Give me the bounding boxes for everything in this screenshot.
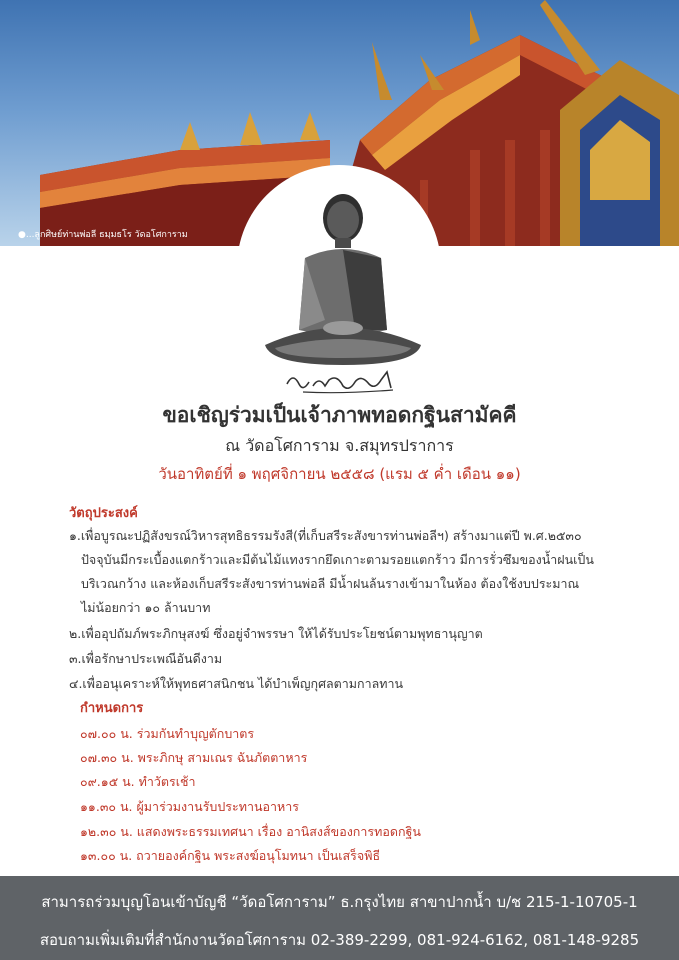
objective-line: ๑.เพื่อบูรณะปฏิสังขรณ์วิหารสุทธิธรรมรังสี(ที่เก็บสรีระสังขารท่านพ่อลีฯ) สร้างมาแต่ปี พ.ศ.๒๕๓๐ [69, 528, 582, 543]
schedule-heading: กำหนดการ [80, 701, 144, 716]
objective-item-4: ๔.เพื่ออนุเคราะห์ให้พุทธศาสนิกชน ได้บำเพ็ญกุศลตามกาลทาน [69, 676, 404, 691]
schedule-item: ๐๙.๑๕ น. ทำวัตรเช้า [80, 774, 196, 789]
event-date: วันอาทิตย์ที่ ๑ พฤศจิกายน ๒๕๕๘ (แรม ๕ ค่ำ เดือน ๑๑) [158, 465, 521, 483]
objectives-heading: วัตถุประสงค์ [69, 506, 138, 521]
photo-caption: ●...ลูกศิษย์ท่านพ่อลี ธมฺมธโร วัดอโศการาม [18, 230, 188, 240]
objective-line: บริเวณกว้าง และห้องเก็บสรีระสังขารท่านพ่อลี มีน้ำฝนล้นรางเข้ามาในห้อง ต้องใช้งบประมาณ [81, 576, 580, 591]
schedule-item: ๐๗.๓๐ น. พระภิกษุ สามเณร ฉันภัตตาหาร [80, 750, 308, 765]
bank-account-info: สามารถร่วมบุญโอนเข้าบัญชี “วัดอโศการาม” ธ.กรุงไทย สาขาปากน้ำ บ/ช 215-1-10705-1 [41, 893, 638, 911]
invitation-title: ขอเชิญร่วมเป็นเจ้าภาพทอดกฐินสามัคคี [162, 403, 517, 427]
schedule-item: ๑๒.๓๐ น. แสดงพระธรรมเทศนา เรื่อง อานิสงส์ของการทอดกฐิน [80, 824, 421, 839]
objective-line: ปัจจุบันมีกระเบื้องแตกร้าวและมีต้นไม้แทงรากยึดเกาะตามรอยแตกร้าว มีการรั่วซึมของน้ำฝนเป็น [81, 552, 594, 567]
contact-phone-info: สอบถามเพิ่มเติมที่สำนักงานวัดอโศการาม 02-389-2299, 081-924-6162, 081-148-9285 [39, 931, 640, 949]
monk-portrait-image [255, 180, 425, 376]
objective-line: ไม่น้อยกว่า ๑๐ ล้านบาท [81, 600, 211, 615]
schedule-item: ๐๗.๐๐ น. ร่วมกันทำบุญตักบาตร [80, 726, 255, 741]
temple-location: ณ วัดอโศการาม จ.สมุทรปราการ [225, 436, 454, 455]
objective-item-2: ๒.เพื่ออุปถัมภ์พระภิกษุสงฆ์ ซึ่งอยู่จำพรรษา ให้ได้รับประโยชน์ตามพุทธานุญาต [69, 626, 483, 641]
schedule-item: ๑๑.๓๐ น. ผู้มาร่วมงานรับประทานอาหาร [80, 799, 300, 814]
objective-item-3: ๓.เพื่อรักษาประเพณีอันดีงาม [69, 651, 223, 666]
objective-item-1 [69, 524, 594, 620]
signature-image [283, 366, 403, 396]
contact-footer [0, 876, 679, 960]
schedule-item: ๑๓.๐๐ น. ถวายองค์กฐิน พระสงฆ์อนุโมทนา เป็นเสร็จพิธี [80, 848, 381, 863]
